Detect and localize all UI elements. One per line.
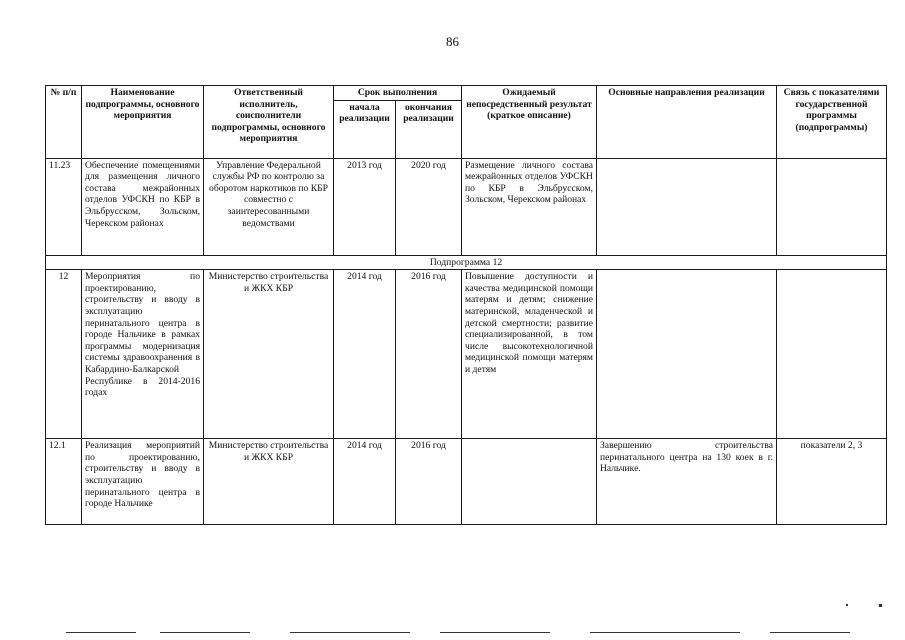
header-directions: Основные направления реализации [597,86,777,159]
scan-dot [846,604,848,606]
table-row [46,439,887,525]
header-result: Ожидаемый непосредственный результат (краткое описание) [462,86,597,159]
scan-line [770,632,850,633]
header-responsible: Ответственный исполнитель, соисполнители подпрограммы, основного мероприятия [204,86,334,159]
scan-line [66,632,136,633]
scan-line [590,632,740,633]
table-row [46,158,887,255]
scan-line [290,632,410,633]
cell-directions [597,158,777,255]
cell-result: Размещение личного состава межрайонных отделов УФСКН по КБР в Эльбрусском, Зольском, Черекском районах [462,158,597,255]
cell-result [462,439,597,525]
scan-line [160,632,250,633]
cell-link [777,158,887,255]
header-name: Наименование подпрограммы, основного мероприятия [82,86,204,159]
cell-responsible: Управление Федеральной службы РФ по контролю за оборотом наркотиков по КБР совместно с заинтересованными ведомствами [204,158,334,255]
header-num: № п/п [46,86,82,159]
cell-link: показатели 2, 3 [777,439,887,525]
cell-name: Обеспечение помещениями для размещения личного состава межрайонных отделов УФСКН по КБР в Эльбрусском, Зольском, Черекском районах [82,158,204,255]
cell-start: 2014 год [334,439,396,525]
cell-num: 12 [46,270,82,439]
cell-directions: Завершению строительства перинатального центра на 130 коек в г. Нальчике. [597,439,777,525]
cell-num: 11.23 [46,158,82,255]
table-row [46,270,887,439]
section-row [46,255,887,270]
cell-name: Реализация мероприятий по проектированию, строительству и вводу в эксплуатацию перинатального центра в городе Нальчике [82,439,204,525]
program-table [45,85,887,525]
scan-dot [879,604,882,607]
cell-end: 2016 год [396,270,462,439]
header-term-start: начала реализации [334,100,396,158]
header-term: Срок выполнения [334,86,462,101]
scan-line [440,632,550,633]
cell-directions [597,270,777,439]
section-title: Подпрограмма 12 [46,255,887,270]
page-number: 86 [446,34,459,49]
cell-end: 2020 год [396,158,462,255]
cell-num: 12.1 [46,439,82,525]
cell-end: 2016 год [396,439,462,525]
cell-responsible: Министерство строительства и ЖКХ КБР [204,270,334,439]
cell-result: Повышение доступности и качества медицинской помощи матерям и детям; снижение материнской, младенческой и детской смертности; развитие специализированной, в том числе высокотехнологичной медицинской помощи матерям и детям [462,270,597,439]
header-link: Связь с показателями государственной программы (подпрограммы) [777,86,887,159]
cell-start: 2013 год [334,158,396,255]
cell-start: 2014 год [334,270,396,439]
cell-name: Мероприятия по проектированию, строительству и вводу в эксплуатацию перинатального центра в городе Нальчике в рамках программы модернизация системы здравоохранения в Кабардино-Балкарской Республике в 2014-2016 годах [82,270,204,439]
cell-responsible: Министерство строительства и ЖКХ КБР [204,439,334,525]
header-term-end: окончания реализации [396,100,462,158]
cell-link [777,270,887,439]
